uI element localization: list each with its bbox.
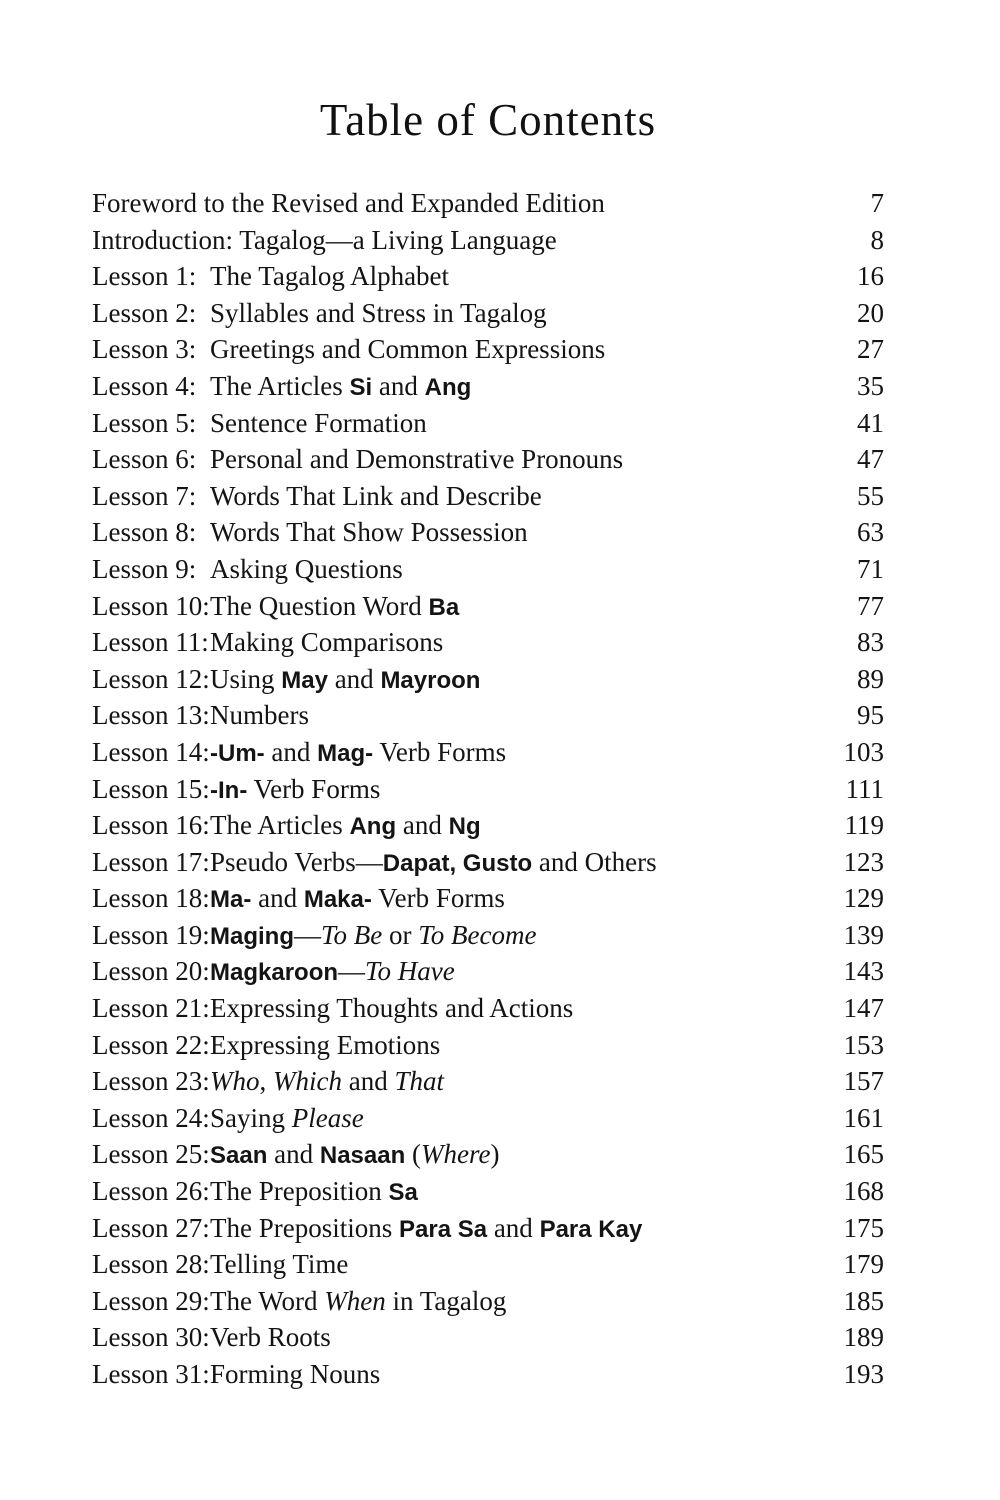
title-segment: May [281,666,328,694]
title-segment: Sentence Formation [210,407,427,438]
entry-page-number: 41 [857,407,884,438]
entry-label: Lesson 21: [92,993,210,1024]
page-title: Table of Contents [319,95,657,145]
entry-text [92,1173,824,1212]
title-segment: Para Sa [399,1215,488,1243]
entry-text [92,1319,824,1356]
title-segment: Expressing Emotions [210,1029,441,1060]
toc-entry [92,405,884,442]
entry-page-number: 123 [843,846,884,877]
title-segment: Verb Forms [247,773,381,804]
title-segment: , [259,1066,273,1097]
entry-title [92,188,605,218]
title-segment: and [341,1066,395,1097]
title-segment: Forming Nouns [210,1359,381,1389]
entry-text [92,953,824,992]
title-segment: and [487,1212,540,1243]
entry-text [92,258,824,295]
entry-text [92,1356,824,1393]
title-segment: Using [210,663,282,694]
title-segment: Magkaroon [210,959,339,987]
toc-entry [92,661,884,698]
entry-label: Lesson 31: [92,1359,210,1389]
entry-title [210,810,481,840]
entry-text [92,917,824,956]
title-segment: Sa [388,1179,418,1207]
toc-entry [92,844,884,881]
toc-list [92,185,884,1393]
title-segment: That [394,1066,444,1097]
entry-page-number: 103 [843,736,884,767]
title-segment: Ma- [210,886,252,914]
entry-label: Lesson 14: [92,736,210,767]
entry-page-number: 55 [857,480,884,511]
entry-label: Lesson 7: [92,480,197,511]
entry-text [92,1283,824,1320]
entry-page-number: 165 [843,1139,884,1170]
toc-entry [92,624,884,661]
entry-label: Lesson 13: [92,700,210,731]
entry-title [210,920,537,950]
toc-entry [92,222,884,259]
title-segment: Verb Roots [210,1322,331,1353]
entry-text [92,1136,824,1175]
toc-entry [92,1283,884,1320]
entry-text [92,880,824,919]
entry-page-number: 83 [857,627,884,658]
toc-entry [92,368,884,405]
entry-page-number: 119 [844,810,884,841]
entry-page-number: 153 [843,1029,884,1060]
title-segment: Foreword to the Revised and Expanded Edition [92,188,605,218]
toc-entry [92,478,884,515]
entry-label: Lesson 27: [92,1212,210,1243]
title-segment: and [264,736,318,767]
entry-page-number: 71 [857,553,884,584]
toc-entry [92,1210,884,1247]
title-segment: Ba [428,593,460,621]
entry-text [92,990,824,1027]
entry-text [92,551,824,588]
entry-label: Lesson 29: [92,1285,210,1316]
entry-label: Lesson 19: [92,919,210,950]
entry-page-number: 35 [857,370,884,401]
entry-label: Lesson 1: [92,261,197,292]
title-segment: Where [421,1139,491,1170]
entry-text [92,807,824,846]
title-segment: Personal and Demonstrative Pronouns [210,444,624,475]
entry-text [92,405,824,442]
toc-entry [92,697,884,734]
toc-entry [92,771,884,808]
entry-title [210,737,506,767]
title-segment: To Be [321,919,383,950]
entry-page-number: 77 [857,590,884,621]
title-segment: Dapat, Gusto [382,849,533,877]
entry-page-number: 16 [857,261,884,292]
title-segment: ( [405,1139,421,1170]
title-segment: The Prepositions [210,1212,399,1243]
entry-title [210,700,309,730]
entry-text [92,1210,824,1249]
entry-label: Lesson 4: [92,370,197,401]
entry-title [210,1249,348,1279]
entry-title [210,481,542,511]
toc-entry [92,1246,884,1283]
entry-text [92,588,824,627]
entry-title [210,847,657,877]
entry-page-number: 95 [857,700,884,731]
entry-label: Lesson 9: [92,553,197,584]
title-segment: Pseudo Verbs— [210,846,383,877]
title-segment: Saying [210,1102,292,1133]
title-segment: Asking Questions [210,553,403,584]
toc-entry [92,588,884,625]
entry-title [210,408,427,438]
toc-entry [92,331,884,368]
entry-title [210,774,380,804]
entry-page-number: 129 [843,883,884,914]
entry-text [92,771,824,810]
entry-title [210,298,547,328]
entry-text [92,624,824,661]
entry-page-number: 157 [843,1066,884,1097]
title-segment: Syllables and Stress in Tagalog [210,297,547,328]
title-segment: Para Kay [539,1215,643,1243]
title-segment: The Tagalog Alphabet [210,261,450,292]
title-segment: Please [291,1102,364,1133]
entry-page-number: 63 [857,517,884,548]
entry-title [210,1139,499,1169]
entry-label: Lesson 30: [92,1322,210,1353]
entry-text [92,441,824,478]
title-segment: When [324,1285,386,1316]
entry-text [92,295,824,332]
entry-title [210,627,443,657]
title-segment: Which [273,1066,342,1097]
entry-label: Lesson 23: [92,1066,210,1097]
title-segment: and [267,1139,320,1170]
title-segment: and [327,663,381,694]
entry-text [92,222,824,259]
entry-page-number: 139 [843,919,884,950]
entry-title [210,591,459,621]
toc-entry [92,1319,884,1356]
toc-entry [92,807,884,844]
entry-title [210,1213,642,1243]
title-segment: -In- [210,776,248,804]
toc-entry [92,1027,884,1064]
entry-text [92,844,824,883]
entry-page-number: 47 [857,444,884,475]
title-segment: Numbers [210,700,309,731]
entry-label: Lesson 5: [92,407,197,438]
title-segment: -Um- [210,739,265,767]
title-segment: in Tagalog [385,1285,507,1316]
entry-label: Lesson 20: [92,956,210,987]
title-segment: Ng [448,813,481,841]
entry-page-number: 8 [870,224,884,255]
entry-page-number: 161 [843,1102,884,1133]
entry-text [92,514,824,551]
entry-text [92,734,824,773]
entry-page-number: 27 [857,334,884,365]
entry-page-number: 20 [857,297,884,328]
entry-page-number: 179 [843,1249,884,1280]
entry-page-number: 89 [857,663,884,694]
title-segment: — [338,956,366,987]
entry-label: Lesson 24: [92,1102,210,1133]
title-segment: Mag- [317,739,374,767]
title-segment: Words That Show Possession [210,517,528,548]
toc-entry [92,185,884,222]
entry-text [92,368,824,407]
title-segment: Words That Link and Describe [210,480,542,511]
toc-content [92,0,884,1393]
title-segment: The Articles [210,370,350,401]
title-segment: Si [349,373,373,401]
entry-page-number: 7 [870,188,884,218]
toc-entry [92,1356,884,1393]
entry-title [210,993,573,1023]
title-segment: Ang [424,373,472,401]
toc-entry [92,295,884,332]
entry-title [210,1176,418,1206]
entry-page-number: 168 [843,1176,884,1207]
title-segment: The Question Word [210,590,429,621]
entry-label: Lesson 8: [92,517,197,548]
entry-text [92,1063,824,1100]
entry-title [210,261,449,291]
entry-page-number: 111 [845,773,884,804]
toc-entry [92,1136,884,1173]
title-segment: Telling Time [210,1249,349,1280]
entry-page-number: 175 [843,1212,884,1243]
toc-entry [92,1063,884,1100]
entry-title [210,1030,440,1060]
title-segment: and Others [532,846,657,877]
entry-page-number: 143 [843,956,884,987]
entry-title [210,371,471,401]
entry-title [210,1103,364,1133]
toc-entry [92,441,884,478]
title-segment: Saan [210,1142,268,1170]
entry-page-number: 147 [843,993,884,1024]
entry-text [92,697,824,734]
title-segment: Making Comparisons [210,627,444,658]
toc-entry [92,734,884,771]
entry-title [210,883,505,913]
title-segment: Ang [349,813,397,841]
toc-entry [92,953,884,990]
toc-entry [92,917,884,954]
toc-entry [92,1100,884,1137]
entry-title [210,664,480,694]
title-segment: Verb Forms [373,736,507,767]
entry-label: Lesson 25: [92,1139,210,1170]
entry-text [92,1100,824,1137]
title-segment: Introduction: Tagalog—a Living Language [92,224,557,255]
title-segment: ) [490,1139,500,1170]
entry-title [210,1359,380,1389]
entry-label: Lesson 12: [92,663,210,694]
entry-label: Lesson 11: [92,627,209,658]
entry-page-number: 189 [843,1322,884,1353]
entry-title [92,225,557,255]
entry-label: Lesson 2: [92,297,197,328]
title-segment: and [396,810,449,841]
entry-text [92,331,824,368]
title-segment: The Preposition [210,1176,389,1207]
entry-text [92,1246,824,1283]
entry-label: Lesson 16: [92,810,210,841]
toc-entry [92,514,884,551]
entry-title [210,444,623,474]
entry-label: Lesson 26: [92,1176,210,1207]
entry-title [210,334,605,364]
title-segment: Mayroon [380,666,481,694]
entry-title [210,1322,331,1352]
entry-label: Lesson 15: [92,773,210,804]
entry-text [92,185,824,222]
title-segment: Who [210,1066,260,1097]
title-segment: Nasaan [319,1142,406,1170]
title-segment: and [251,883,304,914]
title-segment: Maging [210,922,294,950]
entry-label: Lesson 6: [92,444,197,475]
title-segment: and [372,370,425,401]
title-segment: Expressing Thoughts and Actions [210,993,574,1024]
entry-label: Lesson 3: [92,334,197,365]
toc-entry [92,880,884,917]
title-segment: — [294,919,321,950]
title-segment: The Word [210,1285,325,1316]
entry-text [92,478,824,515]
toc-entry [92,551,884,588]
entry-title [210,1286,506,1316]
title-segment: To Become [418,919,537,950]
toc-entry [92,990,884,1027]
toc-entry [92,1173,884,1210]
title-segment: Verb Forms [371,883,505,914]
entry-title [210,554,403,584]
entry-label: Lesson 10: [92,590,210,621]
entry-label: Lesson 17: [92,846,210,877]
title-segment: To Have [365,956,455,987]
entry-label: Lesson 18: [92,883,210,914]
toc-entry [92,258,884,295]
entry-text [92,661,824,700]
entry-title [210,517,528,547]
entry-page-number: 185 [843,1285,884,1316]
title-segment: Maka- [303,886,372,914]
entry-label: Lesson 28: [92,1249,210,1280]
title-segment: The Articles [210,810,350,841]
entry-page-number: 193 [843,1359,884,1389]
title-segment: Greetings and Common Expressions [210,334,606,365]
title-segment: or [382,919,419,950]
entry-text [92,1027,824,1064]
entry-title [210,1066,444,1096]
entry-label: Lesson 22: [92,1029,210,1060]
entry-title [210,956,455,986]
